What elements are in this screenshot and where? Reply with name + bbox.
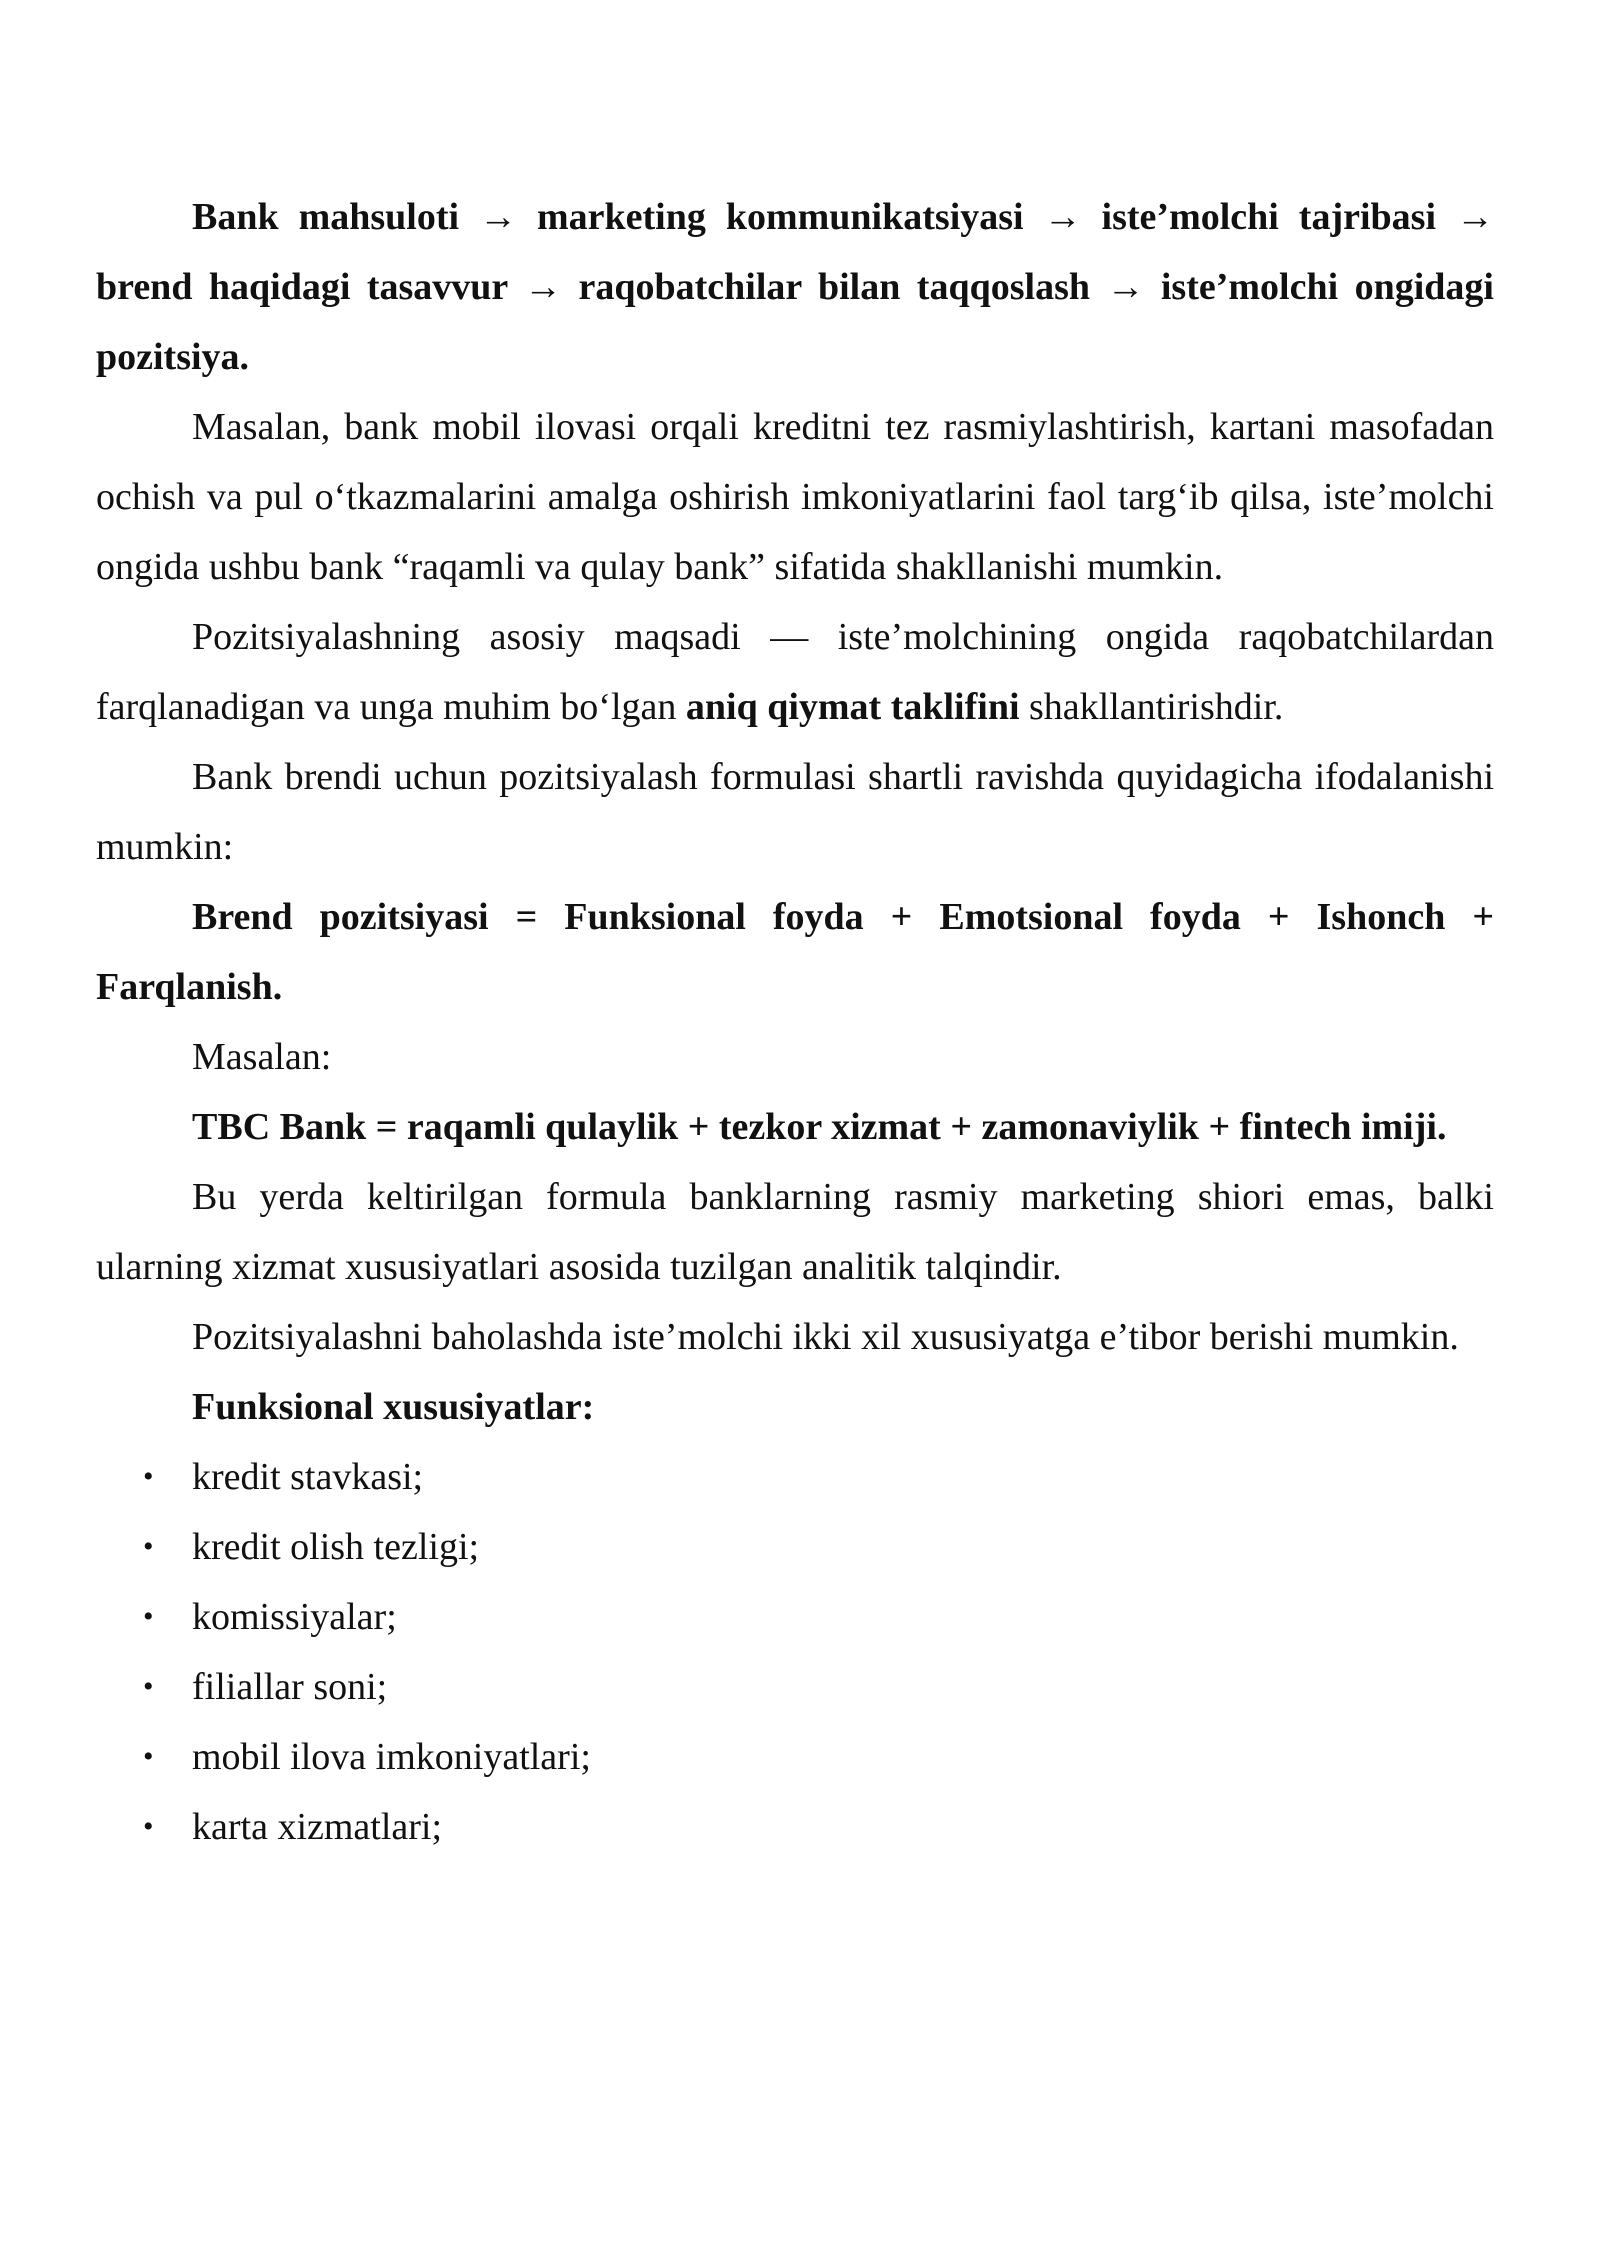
tbc-formula-paragraph: [96, 1092, 1494, 1162]
bullet-icon: •: [143, 1530, 154, 1563]
list-item: [96, 1652, 1494, 1722]
brand-formula-paragraph: [96, 882, 1494, 1022]
example-label: Masalan:: [192, 1036, 332, 1078]
list-item: [96, 1512, 1494, 1582]
example-paragraph: Masalan, bank mobil ilovasi orqali kreditni tez rasmiylashtirish, kartani masofadan ochish va pul o‘tkazmalarini amalga oshirish imkoniyatlarini faol targ‘ib qilsa, iste’molchi ongida ushbu bank “raqamli va qulay bank” sifatida shakllanishi mumkin.: [96, 406, 1494, 588]
bullet-icon: •: [143, 1460, 154, 1493]
functional-heading-text: Funksional xususiyatlar:: [192, 1386, 595, 1428]
tbc-formula-text: TBC Bank = raqamli qulaylik + tezkor xizmat + zamonaviylik + fintech imiji.: [192, 1106, 1447, 1148]
list-item-text: komissiyalar;: [192, 1596, 397, 1638]
value-chain-text: Bank mahsuloti → marketing kommunikatsiyasi → iste’molchi tajribasi → brend haqidagi tasavvur → raqobatchilar bilan taqqoslash → iste’molchi ongidagi pozitsiya.: [96, 196, 1494, 378]
bullet-icon: •: [143, 1670, 154, 1703]
list-item-text: mobil ilova imkoniyatlari;: [192, 1736, 591, 1778]
goal-text-bold: aniq qiymat taklifini: [685, 686, 1020, 728]
list-item: [96, 1722, 1494, 1792]
bullet-icon: •: [143, 1810, 154, 1843]
evaluation-paragraph: Pozitsiyalashni baholashda iste’molchi ikki xil xususiyatga e’tibor berishi mumkin.: [192, 1316, 1459, 1358]
document-page: [96, 182, 1494, 1862]
list-item: [96, 1442, 1494, 1512]
list-item-text: filiallar soni;: [192, 1666, 388, 1708]
value-chain-paragraph: [96, 182, 1494, 392]
note-paragraph: Bu yerda keltirilgan formula banklarning rasmiy marketing shiori emas, balki ularning xizmat xususiyatlari asosida tuzilgan analitik talqindir.: [96, 1176, 1494, 1288]
goal-paragraph: [96, 602, 1494, 742]
brand-formula-text: Brend pozitsiyasi = Funksional foyda + Emotsional foyda + Ishonch + Farqlanish.: [96, 896, 1494, 1008]
bullet-icon: •: [143, 1740, 154, 1773]
functional-heading: [96, 1372, 1494, 1442]
goal-text-before: Pozitsiyalashning asosiy maqsadi — iste’molchining ongida raqobatchilardan farqlanadigan va unga muhim bo‘lgan: [96, 616, 1494, 728]
functional-list: [96, 1442, 1494, 1862]
list-item: [96, 1792, 1494, 1862]
formula-intro-paragraph: Bank brendi uchun pozitsiyalash formulasi shartli ravishda quyidagicha ifodalanishi mumkin:: [96, 756, 1494, 868]
list-item-text: kredit stavkasi;: [192, 1456, 424, 1498]
list-item: [96, 1582, 1494, 1652]
list-item-text: kredit olish tezligi;: [192, 1526, 480, 1568]
list-item-text: karta xizmatlari;: [192, 1806, 443, 1848]
bullet-icon: •: [143, 1600, 154, 1633]
goal-text-after: shakllantirishdir.: [1019, 686, 1284, 728]
